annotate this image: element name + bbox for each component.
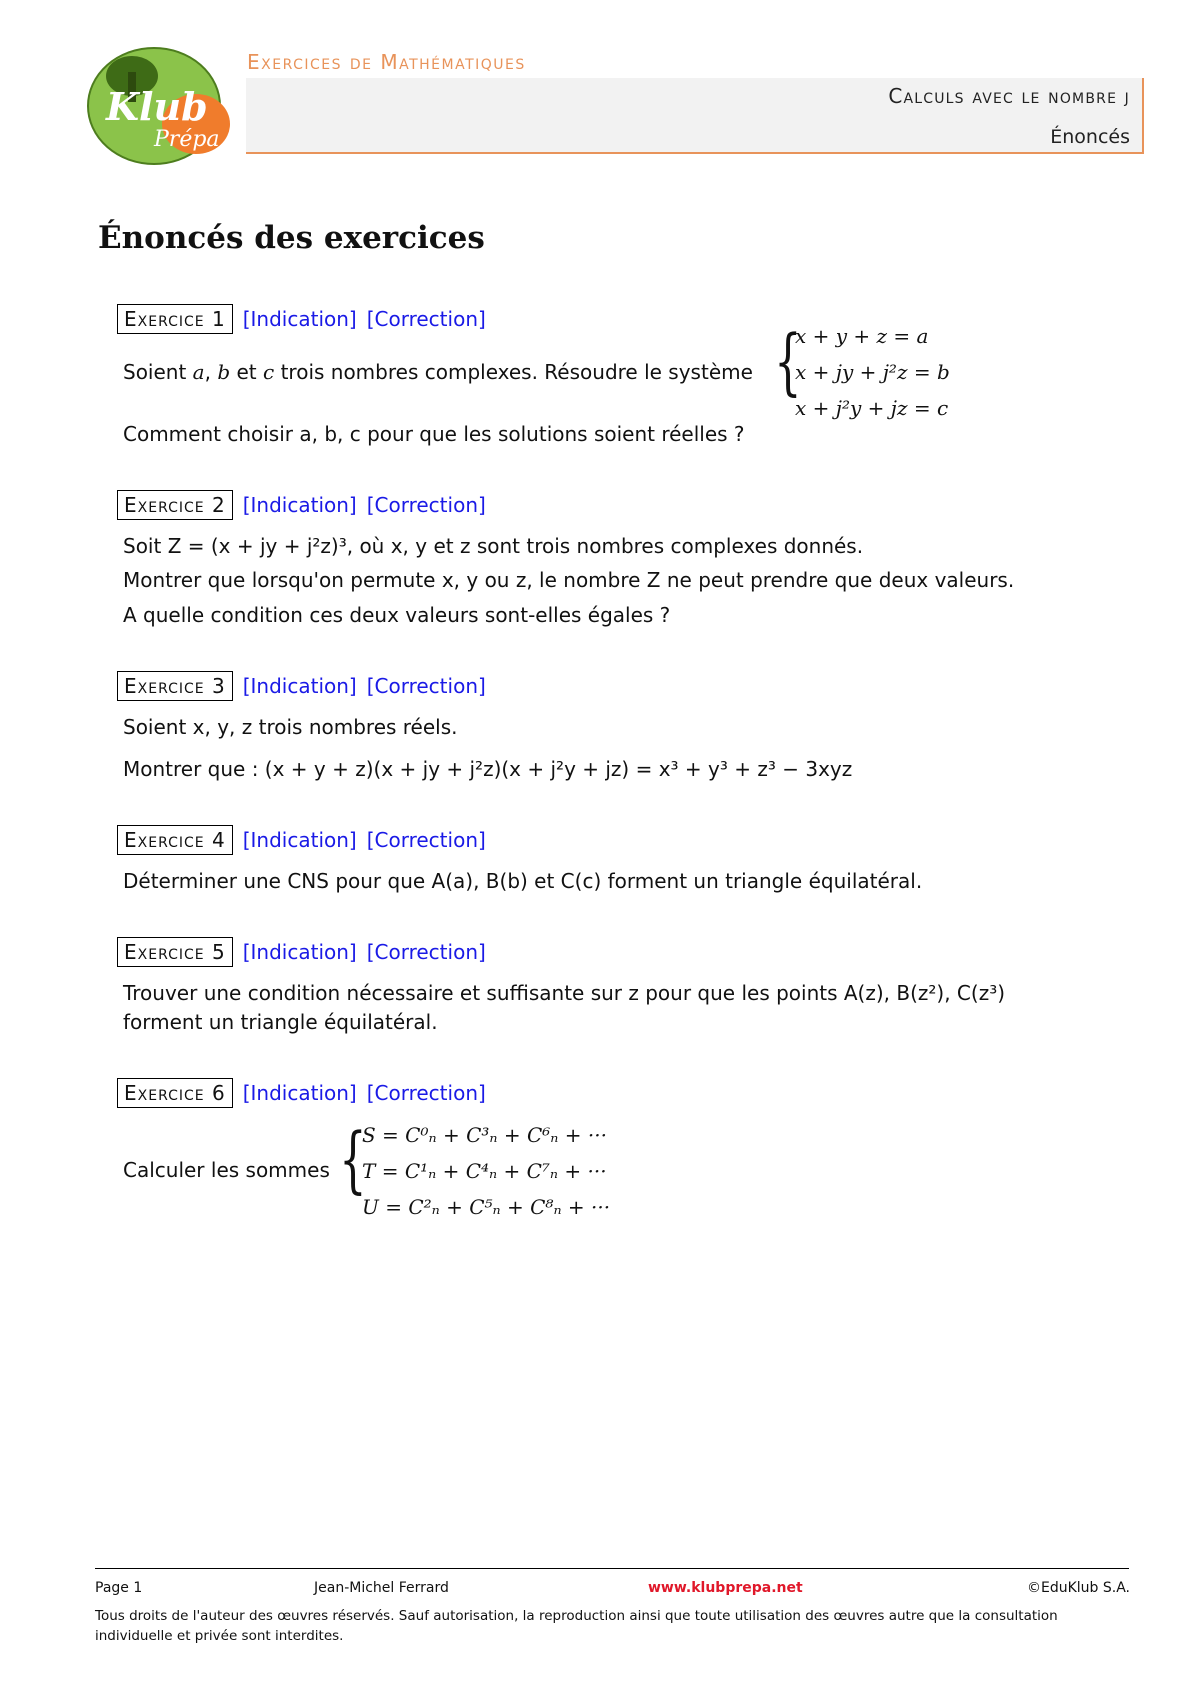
exercise-label: Exercice 4 bbox=[117, 825, 233, 855]
indication-link[interactable]: [Indication] bbox=[242, 307, 357, 331]
exercise-2-line: Soit Z = (x + jy + j²z)³, où x, y et z sont trois nombres complexes donnés. bbox=[123, 534, 864, 558]
correction-link[interactable]: [Correction] bbox=[366, 1081, 486, 1105]
exercise-5-line: Trouver une condition nécessaire et suffisante sur z pour que les points A(z), B(z²), C(z³) bbox=[123, 981, 1006, 1005]
system-brace: { bbox=[774, 319, 802, 403]
exercise-2-line: Montrer que lorsqu'on permute x, y ou z, le nombre Z ne peut prendre que deux valeurs. bbox=[123, 568, 1015, 592]
klubprepa-logo bbox=[84, 42, 232, 166]
footer-note: Tous droits de l'auteur des œuvres réservés. Sauf autorisation, la reproduction ainsi que toute utilisation des œuvres autre que la consultation individuelle et privée sont interdites. bbox=[95, 1608, 1058, 1644]
header-kicker: Exercices de Mathématiques bbox=[247, 50, 526, 74]
exercise-2-line: A quelle condition ces deux valeurs sont-elles égales ? bbox=[123, 603, 671, 627]
indication-link[interactable]: [Indication] bbox=[242, 940, 357, 964]
header-title: Calculs avec le nombre j bbox=[888, 84, 1130, 108]
footer-page: Page 1 bbox=[95, 1580, 143, 1596]
correction-link[interactable]: [Correction] bbox=[366, 674, 486, 698]
exercise-1-question: Comment choisir a, b, c pour que les solutions soient réelles ? bbox=[123, 422, 745, 446]
sum-line: T = C¹ₙ + C⁴ₙ + C⁷ₙ + ··· bbox=[362, 1159, 607, 1183]
exercise-label: Exercice 5 bbox=[117, 937, 233, 967]
svg-text:Prépa: Prépa bbox=[154, 127, 220, 152]
page-title: Énoncés des exercices bbox=[98, 220, 485, 256]
exercise-4-line: Déterminer une CNS pour que A(a), B(b) et C(c) forment un triangle équilatéral. bbox=[123, 869, 923, 893]
footer-copyright: ©EduKlub S.A. bbox=[1026, 1580, 1130, 1596]
indication-link[interactable]: [Indication] bbox=[242, 674, 357, 698]
exercise-2-heading bbox=[117, 490, 486, 520]
exercise-label: Exercice 1 bbox=[117, 304, 233, 334]
correction-link[interactable]: [Correction] bbox=[366, 493, 486, 517]
system-line: x + jy + j²z = b bbox=[795, 360, 950, 384]
indication-link[interactable]: [Indication] bbox=[242, 1081, 357, 1105]
correction-link[interactable]: [Correction] bbox=[366, 307, 486, 331]
exercise-3-line: Montrer que : (x + y + z)(x + jy + j²z)(x + j²y + jz) = x³ + y³ + z³ − 3xyz bbox=[123, 757, 853, 781]
exercise-5-heading bbox=[117, 937, 486, 967]
header-subtitle: Énoncés bbox=[1050, 126, 1130, 148]
exercise-3-line: Soient x, y, z trois nombres réels. bbox=[123, 715, 458, 739]
exercise-6-heading bbox=[117, 1078, 486, 1108]
correction-link[interactable]: [Correction] bbox=[366, 828, 486, 852]
exercise-label: Exercice 2 bbox=[117, 490, 233, 520]
exercise-6-lead: Calculer les sommes bbox=[123, 1158, 330, 1182]
svg-text:Klub: Klub bbox=[106, 84, 208, 129]
exercise-5-line: forment un triangle équilatéral. bbox=[123, 1010, 438, 1034]
sum-line: S = C⁰ₙ + C³ₙ + C⁶ₙ + ··· bbox=[362, 1123, 607, 1147]
exercise-4-heading bbox=[117, 825, 486, 855]
indication-link[interactable]: [Indication] bbox=[242, 493, 357, 517]
exercise-3-heading bbox=[117, 671, 486, 701]
system-line: x + j²y + jz = c bbox=[795, 396, 949, 420]
exercise-label: Exercice 6 bbox=[117, 1078, 233, 1108]
footer-author: Jean-Michel Ferrard bbox=[314, 1580, 449, 1596]
indication-link[interactable]: [Indication] bbox=[242, 828, 357, 852]
exercise-1-text: Soient a, b et c trois nombres complexes. Résoudre le système bbox=[123, 360, 753, 384]
sums-brace: { bbox=[339, 1117, 367, 1201]
system-line: x + y + z = a bbox=[795, 324, 929, 348]
sum-line: U = C²ₙ + C⁵ₙ + C⁸ₙ + ··· bbox=[362, 1195, 611, 1219]
correction-link[interactable]: [Correction] bbox=[366, 940, 486, 964]
footer-website-link[interactable]: www.klubprepa.net bbox=[648, 1580, 803, 1596]
footer-rule bbox=[95, 1568, 1129, 1569]
exercise-1-heading bbox=[117, 304, 486, 334]
exercise-label: Exercice 3 bbox=[117, 671, 233, 701]
